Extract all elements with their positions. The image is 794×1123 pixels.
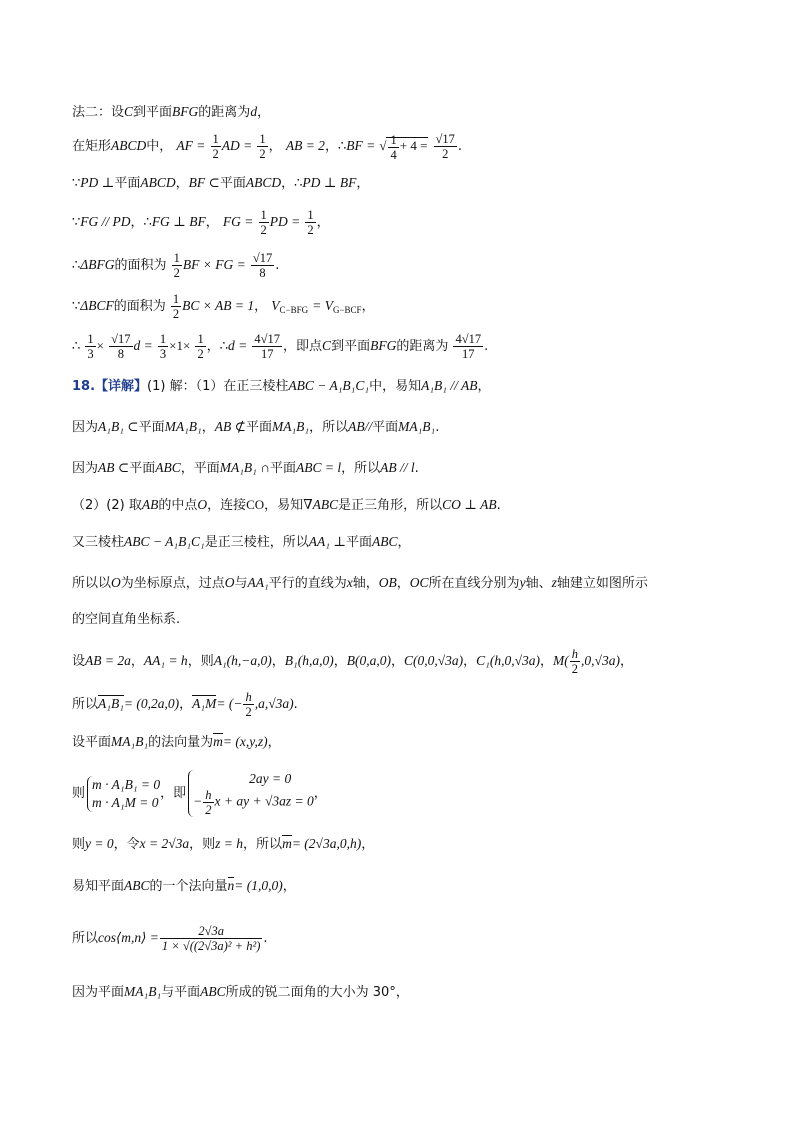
math: − bbox=[193, 793, 203, 809]
text: 到平面 bbox=[331, 339, 371, 354]
fraction bbox=[158, 332, 168, 361]
math: O bbox=[111, 575, 121, 590]
text: 与平面 bbox=[161, 985, 201, 1000]
denominator: 8 bbox=[259, 266, 266, 280]
text: ，即 bbox=[160, 786, 187, 801]
math: AD = bbox=[221, 138, 253, 153]
numerator: h bbox=[571, 647, 579, 661]
text-line-midpoint-o bbox=[72, 495, 501, 516]
text: ， bbox=[463, 654, 477, 669]
vector: m bbox=[282, 836, 292, 851]
denominator: 2 bbox=[173, 266, 180, 280]
text: 平面 bbox=[245, 420, 272, 435]
numerator: 1 bbox=[307, 208, 314, 222]
denominator: 2 bbox=[307, 223, 314, 237]
text: 因为 bbox=[72, 461, 99, 476]
math: ABCD bbox=[111, 138, 147, 153]
math: ΔBCF bbox=[80, 298, 114, 313]
text-line-aa1-perp bbox=[72, 532, 411, 553]
text: . bbox=[496, 498, 501, 513]
fraction bbox=[203, 788, 213, 817]
text: ，易知 bbox=[264, 498, 304, 513]
fraction bbox=[211, 132, 221, 161]
text: ， bbox=[540, 654, 554, 669]
text: ， bbox=[619, 654, 633, 669]
text: 的一个法向量 bbox=[149, 879, 228, 894]
text: 轴、 bbox=[525, 576, 552, 591]
numerator: 1 bbox=[212, 132, 219, 146]
math: AA₁ ⊥ bbox=[308, 534, 346, 549]
math: ABC bbox=[155, 460, 181, 475]
text: 平面 bbox=[372, 420, 399, 435]
math: FG ⊥ BF bbox=[151, 214, 206, 229]
text: 平面 bbox=[138, 420, 165, 435]
text: 平面 bbox=[114, 176, 141, 191]
math: FG // PD bbox=[80, 214, 131, 229]
math: MA₁B₁ bbox=[164, 419, 202, 434]
text: 轴建立如图所示 bbox=[556, 576, 648, 591]
text: 所在直线分别为 bbox=[428, 576, 520, 591]
fraction bbox=[257, 132, 267, 161]
fraction bbox=[160, 924, 263, 953]
equation: m · A₁B₁ = 0 bbox=[92, 776, 161, 792]
text: 则 bbox=[72, 786, 86, 801]
math: B₁(h,a,0) bbox=[284, 653, 334, 668]
equation: x + ay + √3az = 0 bbox=[214, 793, 314, 809]
math: BC × AB = 1 bbox=[182, 298, 255, 313]
text: 所成的锐二面角的大小为 30°， bbox=[225, 985, 409, 1000]
text: ， bbox=[361, 299, 375, 314]
math: ,0,√3a) bbox=[581, 653, 620, 668]
text: . bbox=[414, 461, 419, 476]
math: PD = bbox=[269, 214, 301, 229]
math: = (0,2a,0) bbox=[123, 696, 180, 711]
text: 为坐标原点，过点 bbox=[120, 576, 225, 591]
math: A₁(h,−a,0) bbox=[213, 653, 272, 668]
math: + 4 = bbox=[399, 138, 428, 153]
text: 中， bbox=[146, 139, 173, 154]
equation: m · A₁M = 0 bbox=[92, 794, 159, 810]
text: 在矩形 bbox=[72, 139, 112, 154]
text: 的面积为 bbox=[113, 299, 166, 314]
text-line-ab-parallel-plane bbox=[72, 417, 439, 438]
math: CO ⊥ AB bbox=[442, 497, 497, 512]
text: （2）(2) 取 bbox=[72, 498, 142, 513]
text-line-rectangle bbox=[72, 132, 462, 162]
math: BFG bbox=[172, 104, 199, 119]
fraction bbox=[171, 292, 181, 321]
math: MA₁B₁ bbox=[271, 419, 310, 434]
text: 设 bbox=[72, 654, 86, 669]
sqrt: √ $\frac{1}{4}$ + 4 = bbox=[379, 132, 428, 162]
math: MA₁B₁ ∩ bbox=[219, 460, 270, 475]
numerator: 4√17 bbox=[455, 332, 482, 346]
text-line-normal-vector bbox=[72, 732, 281, 753]
math: CO bbox=[246, 497, 265, 512]
equation: 2ay = 0 bbox=[249, 771, 292, 786]
text: 所以 bbox=[72, 931, 99, 946]
text-line-ab-parallel-l bbox=[72, 458, 419, 479]
math: = (2√3a,0,h) bbox=[291, 836, 362, 851]
math: PD ⊥ bbox=[80, 175, 115, 190]
text: ，则 bbox=[187, 654, 214, 669]
math: z bbox=[551, 575, 557, 590]
math: C bbox=[322, 338, 332, 353]
text: 是正三角形，所以 bbox=[338, 498, 443, 513]
math: cos⟨m,n⟩ = bbox=[98, 930, 159, 945]
text-line-solve bbox=[72, 834, 374, 855]
math: y = 0 bbox=[85, 836, 114, 851]
text-line-problem-18 bbox=[72, 376, 491, 397]
text: ，∴ bbox=[324, 139, 347, 154]
math: = (1,0,0) bbox=[234, 878, 283, 893]
text-line-coordinate-system bbox=[72, 573, 648, 594]
numerator: 1 bbox=[390, 132, 397, 147]
math: AA₁ = h bbox=[143, 653, 188, 668]
denominator: 17 bbox=[260, 347, 274, 361]
fraction bbox=[434, 132, 457, 161]
text: ， bbox=[333, 654, 347, 669]
numerator: 1 bbox=[260, 208, 267, 222]
text: ， bbox=[268, 139, 282, 154]
denominator: 2 bbox=[197, 347, 204, 361]
math: ABC − A₁B₁C₁ bbox=[288, 378, 370, 393]
text: ，则 bbox=[189, 837, 216, 852]
text: ， bbox=[313, 786, 327, 801]
text: 轴， bbox=[352, 576, 379, 591]
text: 是正三棱柱，所以 bbox=[204, 535, 309, 550]
math: x = 2√3a bbox=[139, 836, 190, 851]
fraction bbox=[243, 690, 253, 719]
text: ∴ bbox=[72, 258, 81, 273]
math: AB // l bbox=[380, 460, 415, 475]
subscript: C−BFG bbox=[279, 305, 309, 315]
math: OB bbox=[378, 575, 397, 590]
text: . bbox=[484, 339, 489, 354]
numerator: h bbox=[205, 788, 212, 802]
numerator: 1 bbox=[159, 332, 167, 346]
text: 平面 bbox=[219, 176, 246, 191]
denominator: 1 × √((2√3a)² + h²) bbox=[161, 939, 261, 953]
math: C bbox=[124, 104, 134, 119]
math: AB = 2a bbox=[85, 653, 131, 668]
text: . bbox=[275, 258, 280, 273]
text: ∵ bbox=[72, 215, 81, 230]
text: . bbox=[293, 697, 298, 712]
numerator: 1 bbox=[197, 332, 204, 346]
text: ， bbox=[179, 697, 193, 712]
text-line-equation-system bbox=[72, 770, 327, 817]
fraction bbox=[109, 332, 132, 361]
math: ΔBFG bbox=[80, 257, 115, 272]
math: ABCD bbox=[140, 175, 176, 190]
text: ，所以 bbox=[243, 837, 283, 852]
numerator: 1 bbox=[259, 132, 266, 146]
text: 所以 bbox=[72, 697, 99, 712]
text: 平面 bbox=[346, 535, 373, 550]
text-line-coordinate-system-cont bbox=[72, 610, 180, 630]
fraction bbox=[85, 332, 95, 361]
fraction bbox=[251, 251, 274, 280]
math: A₁B₁ // AB bbox=[421, 378, 478, 393]
equation-system bbox=[87, 776, 160, 812]
fraction bbox=[252, 332, 282, 361]
vector: m bbox=[213, 734, 223, 749]
math: FG = bbox=[222, 214, 254, 229]
text: 所以以 bbox=[72, 576, 112, 591]
text: 中，易知 bbox=[369, 379, 422, 394]
denominator: 2 bbox=[172, 307, 180, 321]
text-line-dihedral bbox=[72, 982, 409, 1003]
text: ， bbox=[282, 879, 296, 894]
math: BF ⊂ bbox=[188, 175, 220, 190]
math: z = h bbox=[215, 836, 244, 851]
text: 又三棱柱 bbox=[72, 535, 125, 550]
text: ∵ bbox=[72, 176, 81, 191]
numerator: √17 bbox=[252, 251, 273, 265]
math: B(0,a,0) bbox=[346, 653, 391, 668]
text: ， bbox=[257, 105, 271, 120]
fraction bbox=[305, 208, 315, 237]
text: ，∴ bbox=[206, 339, 229, 354]
math: y bbox=[519, 575, 526, 590]
problem-number: 18. bbox=[72, 379, 96, 394]
text-line-pd-perp bbox=[72, 173, 369, 194]
text: ，平面 bbox=[180, 461, 220, 476]
text: ∵ bbox=[72, 299, 81, 314]
denominator: 8 bbox=[117, 347, 124, 361]
denominator: 3 bbox=[87, 347, 94, 361]
math: = (− bbox=[216, 696, 243, 711]
math: ABC = l bbox=[296, 460, 342, 475]
math: OC bbox=[409, 575, 429, 590]
text: ，连接 bbox=[207, 498, 247, 513]
text: ， bbox=[477, 379, 491, 394]
math: C(0,0,√3a) bbox=[403, 653, 464, 668]
text: 平行的直线为 bbox=[268, 576, 347, 591]
text: 的空间直角坐标系. bbox=[72, 612, 181, 627]
text: ， bbox=[396, 576, 410, 591]
text-line-coordinates bbox=[72, 647, 633, 676]
text: ， bbox=[271, 654, 285, 669]
math: ,a,√3a) bbox=[254, 696, 294, 711]
math: = (x,y,z) bbox=[222, 734, 268, 749]
math: × bbox=[96, 338, 105, 353]
text: 的距离为 bbox=[198, 105, 251, 120]
text: 与 bbox=[234, 576, 248, 591]
math: AF = bbox=[176, 138, 206, 153]
text: ， bbox=[267, 735, 281, 750]
math: AB ⊄ bbox=[214, 419, 246, 434]
text-line-area-bfg bbox=[72, 251, 279, 280]
text: ，令 bbox=[113, 837, 140, 852]
denominator: 2 bbox=[260, 223, 267, 237]
fraction bbox=[259, 208, 269, 237]
denominator: 2 bbox=[205, 803, 212, 817]
text: 的距离为 bbox=[396, 339, 449, 354]
text: . bbox=[263, 931, 268, 946]
numerator: 4√17 bbox=[254, 332, 281, 346]
math: MA₁B₁ bbox=[111, 734, 149, 749]
text-line-fg-parallel bbox=[72, 208, 330, 237]
text: ， bbox=[316, 215, 330, 230]
math: AA₁ bbox=[247, 575, 269, 590]
text: 因为平面 bbox=[72, 985, 125, 1000]
math: O bbox=[224, 575, 235, 590]
equation-system bbox=[188, 770, 314, 817]
text: (1) 解：（1）在正三棱柱 bbox=[147, 379, 289, 394]
text: ，即点 bbox=[283, 339, 323, 354]
math: d = bbox=[228, 338, 248, 353]
denominator: 2 bbox=[245, 705, 252, 719]
fraction bbox=[195, 332, 205, 361]
text-line-method-two bbox=[72, 102, 270, 123]
math: ×1× bbox=[169, 338, 191, 353]
numerator: √17 bbox=[435, 132, 455, 146]
text: 设平面 bbox=[72, 735, 112, 750]
text: 平面 bbox=[129, 461, 156, 476]
math: ABC bbox=[372, 534, 398, 549]
math: PD ⊥ BF bbox=[302, 175, 357, 190]
text: 因为 bbox=[72, 420, 99, 435]
text: 到平面 bbox=[133, 105, 173, 120]
vector: A₁B₁ bbox=[98, 696, 124, 711]
text: ， bbox=[356, 176, 370, 191]
text: 则 bbox=[72, 837, 86, 852]
math: BFG bbox=[370, 338, 397, 353]
text-line-vectors bbox=[72, 690, 298, 719]
math: ABCD bbox=[245, 175, 282, 190]
vector: n bbox=[227, 878, 235, 893]
text: ， bbox=[130, 654, 144, 669]
math: AB = 2 bbox=[285, 138, 325, 153]
text: ∴ bbox=[72, 339, 81, 354]
text: 法二：设 bbox=[72, 105, 125, 120]
text: 的中点 bbox=[158, 498, 198, 513]
denominator: 4 bbox=[390, 147, 397, 162]
text: 的面积为 bbox=[114, 258, 167, 273]
text: ， bbox=[397, 535, 411, 550]
numerator: 2√3a bbox=[160, 924, 263, 939]
fraction bbox=[570, 647, 580, 676]
math: A₁B₁ ⊂ bbox=[98, 419, 139, 434]
text: ，∴ bbox=[281, 176, 303, 191]
denominator: 2 bbox=[212, 147, 219, 161]
text: ， bbox=[205, 215, 219, 230]
text-line-volume-equation bbox=[72, 332, 488, 361]
text: ， bbox=[201, 420, 215, 435]
math: BF = bbox=[346, 138, 376, 153]
text: ， bbox=[361, 837, 375, 852]
math: AB bbox=[141, 497, 159, 512]
fraction bbox=[172, 251, 182, 280]
text: ，∴ bbox=[130, 215, 152, 230]
fraction bbox=[388, 133, 398, 162]
subscript: G−BCF bbox=[332, 305, 362, 315]
text: ， bbox=[175, 176, 189, 191]
math: BF × FG = bbox=[182, 257, 246, 272]
text: ， bbox=[390, 654, 404, 669]
text: . bbox=[435, 420, 440, 435]
text-line-area-bcf bbox=[72, 292, 375, 321]
denominator: 2 bbox=[259, 147, 266, 161]
math: V bbox=[271, 298, 280, 313]
math: AB// bbox=[348, 419, 373, 434]
text-line-cosine bbox=[72, 924, 268, 953]
math: = V bbox=[312, 298, 333, 313]
math: ABC − A₁B₁C₁ bbox=[124, 534, 205, 549]
text: ，所以 bbox=[341, 461, 381, 476]
numerator: √17 bbox=[111, 332, 131, 346]
text: 平面 bbox=[269, 461, 296, 476]
text: 易知平面 bbox=[72, 879, 125, 894]
math: MA₁B₁ bbox=[124, 984, 162, 999]
denominator: 2 bbox=[442, 147, 449, 161]
math: O bbox=[197, 497, 208, 512]
math: MA₁B₁ bbox=[398, 419, 436, 434]
math: x bbox=[346, 575, 353, 590]
denominator: 3 bbox=[159, 347, 167, 361]
math: M( bbox=[553, 653, 569, 668]
math: ∇ABC bbox=[303, 497, 339, 512]
vector: A₁M bbox=[192, 696, 217, 711]
math: ABC bbox=[200, 984, 226, 999]
math: d bbox=[250, 104, 258, 119]
math: ABC bbox=[124, 878, 150, 893]
solution-tag: 【详解】 bbox=[95, 379, 148, 394]
math: d = bbox=[133, 338, 153, 353]
denominator: 17 bbox=[462, 347, 475, 361]
math: AB ⊂ bbox=[98, 460, 130, 475]
numerator: 1 bbox=[173, 251, 180, 265]
text: ， bbox=[254, 299, 268, 314]
math: C₁(h,0,√3a) bbox=[476, 653, 541, 668]
numerator: 1 bbox=[87, 332, 94, 346]
numerator: h bbox=[245, 690, 252, 704]
fraction bbox=[453, 332, 483, 361]
text: ，所以 bbox=[309, 420, 349, 435]
text: . bbox=[457, 139, 463, 154]
numerator: 1 bbox=[172, 292, 180, 306]
denominator: 2 bbox=[571, 662, 579, 676]
text-line-abc-normal bbox=[72, 876, 296, 897]
text: 的法向量为 bbox=[148, 735, 214, 750]
